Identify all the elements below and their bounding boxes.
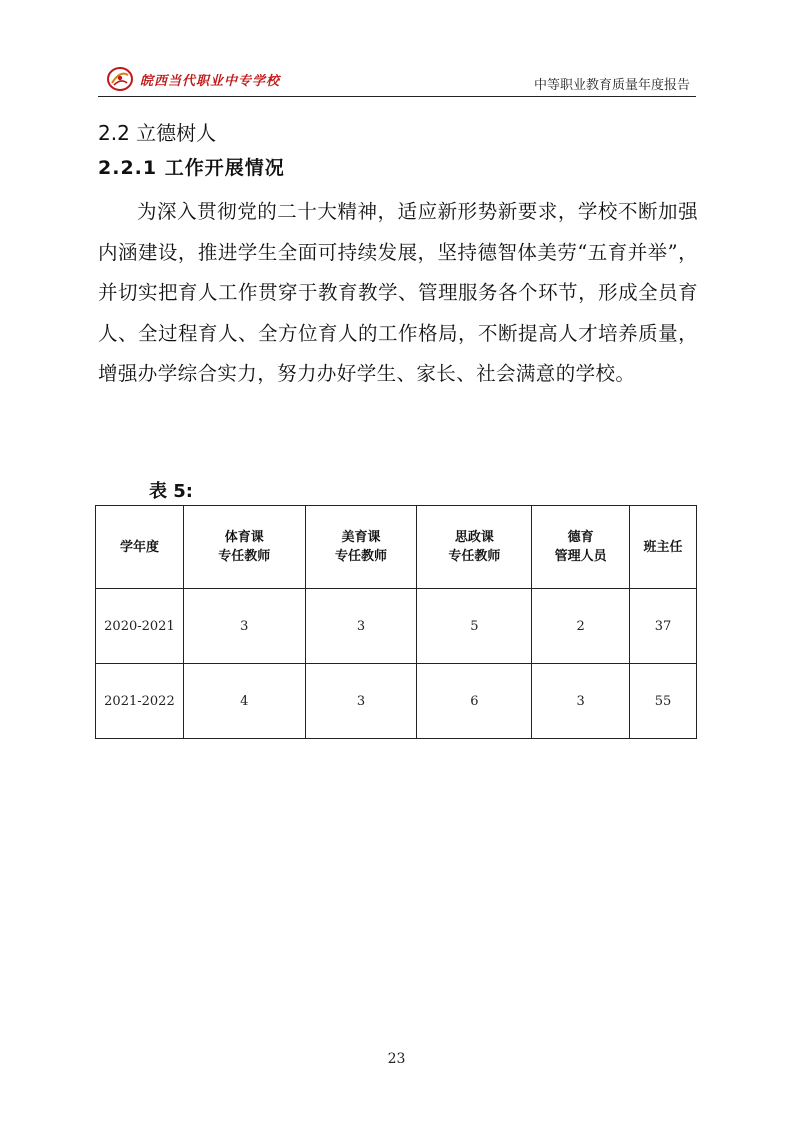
table-cell: 2	[532, 589, 630, 664]
table-row	[96, 664, 697, 739]
table-cell: 3	[183, 589, 305, 664]
school-emblem-icon	[106, 66, 134, 92]
header-class-teachers: 班主任	[630, 506, 697, 589]
table-cell: 55	[630, 664, 697, 739]
table-cell: 3	[305, 589, 417, 664]
table-row	[96, 589, 697, 664]
table-cell: 6	[417, 664, 532, 739]
table-header-row	[96, 506, 697, 589]
table-cell: 2020-2021	[96, 589, 184, 664]
header-moral-staff: 德育 管理人员	[532, 506, 630, 589]
table-cell: 2021-2022	[96, 664, 184, 739]
page-header	[98, 64, 696, 97]
header-pe-teachers: 体育课 专任教师	[183, 506, 305, 589]
table-cell: 4	[183, 664, 305, 739]
report-title: 中等职业教育质量年度报告	[533, 78, 690, 93]
header-school-year: 学年度	[96, 506, 184, 589]
table-cell: 3	[532, 664, 630, 739]
table-cell: 5	[417, 589, 532, 664]
table-caption: 表 5:	[149, 481, 193, 502]
header-arts-teachers: 美育课 专任教师	[305, 506, 417, 589]
teacher-statistics-table	[95, 505, 697, 739]
section-heading: 2.2 立德树人	[98, 121, 217, 145]
school-name: 皖西当代职业中专学校	[140, 73, 281, 89]
body-paragraph: 为深入贯彻党的二十大精神，适应新形势新要求，学校不断加强内涵建设，推进学生全面可持续发展，坚持德智体美劳“五育并举”，并切实把育人工作贯穿于教育教学、管理服务各个环节，形成全员育人、全过程育人、全方位育人的工作格局，不断提高人才培养质量，增强办学综合实力，努力办好学生、家长、社会满意的学校。	[98, 200, 698, 385]
header-ideology-teachers: 思政课 专任教师	[417, 506, 532, 589]
table-cell: 37	[630, 589, 697, 664]
subsection-heading: 2.2.1 工作开展情况	[98, 157, 285, 179]
table-cell: 3	[305, 664, 417, 739]
school-logo	[106, 66, 280, 92]
page-number: 23	[387, 1051, 406, 1067]
